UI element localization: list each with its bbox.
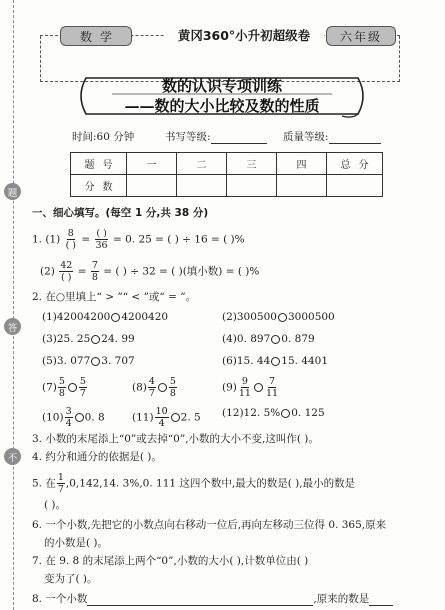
question-7-line-2: 变为了( )。 (44, 573, 98, 585)
fraction-numerator: 5 (79, 376, 86, 387)
fraction-denominator[interactable]: ( ) (61, 272, 72, 283)
q2-right-value: 4200420 (121, 311, 169, 323)
q5-text: ,0,142,14. 3%,0. 111 这四个数中,最大的数是( ),最小的数是 (65, 477, 356, 490)
binding-mark: 不 (4, 448, 21, 465)
q1a-label: 1. (1) (32, 233, 61, 246)
q2-item-label: (9) (222, 381, 237, 394)
q2-left-value: (12)12. 5% (222, 407, 281, 419)
q2-left-value: (4)0. 897 (222, 333, 271, 345)
q2-right-value: 0. 125 (291, 407, 325, 419)
q2-left-value: (1)42004200 (42, 311, 111, 323)
binding-dashed-line (13, 0, 14, 610)
q2-item-label: (11) (132, 411, 154, 424)
fraction-denominator: 7 (148, 388, 155, 399)
q2-item (222, 310, 335, 324)
q8-prefix: 8. 一个小数 (32, 593, 88, 605)
fraction-denominator: 4 (158, 418, 165, 429)
q2-item-9 (222, 376, 280, 399)
q2-item-8 (132, 376, 178, 399)
q1a-fraction-1 (65, 228, 77, 251)
worksheet-header (40, 24, 400, 48)
fraction-numerator: 5 (58, 376, 65, 387)
q1b-fraction-2 (91, 260, 99, 283)
section-heading: 一、细心填写。(每空 1 分,共 38 分) (32, 207, 209, 219)
fraction-numerator: 7 (91, 260, 98, 271)
q1a-fraction-2 (95, 228, 109, 251)
fraction (169, 376, 177, 399)
fraction (65, 406, 73, 429)
q8-blank[interactable] (87, 594, 313, 606)
q1b-rest: = ( ) ÷ 32 = ( )(填小数) = ( )% (103, 265, 260, 278)
fraction-numerator: 7 (268, 376, 276, 387)
compare-circle[interactable] (91, 335, 100, 344)
compare-circle[interactable] (281, 409, 290, 418)
writing-grade (165, 129, 267, 144)
compare-circle[interactable] (91, 357, 100, 366)
q8-suffix: ,原来的数是 (313, 593, 370, 605)
fraction-numerator: 5 (169, 376, 176, 387)
q2-item (222, 332, 315, 346)
q2-item (42, 332, 135, 346)
question-2-stem: 2. 在○里填上“ > ”“ < ”或“ = ”。 (32, 291, 197, 303)
question-5-line-2: ( )。 (44, 499, 67, 511)
score-header-cell: 总分 (327, 153, 383, 175)
fraction-numerator: 42 (60, 260, 73, 271)
score-header-cell: 二 (177, 153, 227, 175)
equals-sign: = (81, 233, 91, 246)
quality-grade (283, 129, 381, 144)
writing-grade-label: 书写等级: (165, 131, 211, 143)
compare-circle[interactable] (158, 383, 167, 392)
q1b-fraction-1 (59, 260, 73, 283)
compare-circle[interactable] (68, 383, 77, 392)
q2-right-value: 3. 707 (101, 355, 135, 367)
score-cell[interactable] (127, 175, 177, 197)
fraction-denominator: 8 (58, 388, 65, 399)
q2-item-12 (222, 406, 325, 420)
score-header-cell: 题号 (71, 153, 127, 175)
q2-item-7 (42, 376, 88, 399)
compare-circle[interactable] (278, 313, 287, 322)
question-4: 4. 约分和通分的依据是( )。 (32, 451, 162, 463)
q2-left-value: (5)3. 077 (42, 355, 91, 367)
q2-item-11 (132, 406, 201, 429)
q2-item-label: (8) (132, 381, 147, 394)
score-table-header-row (71, 153, 383, 175)
q5-prefix: 5. 在 (32, 477, 56, 490)
score-header-cell: 三 (227, 153, 277, 175)
score-table (70, 152, 383, 197)
q2-right-value: 24. 99 (101, 333, 135, 345)
grade-label: 六年级 (326, 26, 396, 46)
compare-circle[interactable] (171, 413, 180, 422)
q2-right-value: 3000500 (287, 311, 335, 323)
time-label: 时间:60 分钟 (72, 131, 135, 143)
fraction-denominator: 8 (91, 272, 98, 283)
subject-label: 数学 (60, 26, 132, 46)
fraction-denominator: 8 (169, 388, 176, 399)
fraction-denominator[interactable]: ( ) (65, 240, 77, 251)
score-cell[interactable] (177, 175, 227, 197)
q2-item (42, 354, 135, 368)
score-cell[interactable] (327, 175, 383, 197)
compare-circle[interactable] (271, 357, 280, 366)
score-cell[interactable] (277, 175, 327, 197)
quality-grade-label: 质量等级: (283, 131, 329, 143)
compare-circle[interactable] (111, 313, 120, 322)
title-line-2: ——数的大小比较及数的性质 (124, 97, 320, 115)
fraction-denominator: 4 (65, 418, 72, 429)
fraction-numerator: 3 (65, 406, 72, 417)
fraction-numerator: 9 (241, 376, 248, 387)
q1a-rest: = 0. 25 = ( ) ÷ 16 = ( )% (112, 233, 245, 246)
question-6-line-2: 的小数是( )。 (44, 537, 109, 549)
q8-blank[interactable] (369, 594, 393, 606)
q1b-label: (2) (40, 265, 55, 278)
q5-fraction (57, 472, 65, 495)
fraction-numerator: 1 (57, 472, 64, 483)
q2-right-value: 0. 879 (281, 333, 315, 345)
q2-item (42, 310, 168, 324)
q2-right-value: 0. 8 (84, 411, 105, 424)
score-cell[interactable] (227, 175, 277, 197)
score-header-cell: 一 (127, 153, 177, 175)
fraction (79, 376, 87, 399)
score-header-cell: 四 (277, 153, 327, 175)
fraction (148, 376, 156, 399)
equals-sign: = (77, 265, 87, 278)
question-6-line-1: 6. 一个小数,先把它的小数点向右移动一位后,再向左移动三位得 0. 365,原来 (32, 519, 387, 531)
fraction-denominator: 7 (79, 388, 86, 399)
q2-item (222, 354, 328, 368)
fraction-denominator: 7 (57, 484, 64, 495)
q2-item-10 (42, 406, 105, 429)
fraction-denominator: 11 (265, 388, 279, 399)
q2-left-value: (6)15. 44 (222, 355, 271, 367)
question-3: 3. 小数的末尾添上“0”或去掉“0”,小数的大小不变,这叫作( )。 (32, 433, 319, 445)
q2-left-value: (2)300500 (222, 311, 277, 323)
quality-grade-blank (329, 133, 381, 144)
fraction-numerator: 10 (155, 406, 168, 417)
title-line-1: 数的认识专项训练 (161, 77, 282, 95)
question-7-line-1: 7. 在 9. 8 的末尾添上两个“0”,小数的大小( ),计数单位由( ) (32, 555, 309, 567)
question-8 (32, 592, 393, 606)
fraction-numerator: 4 (148, 376, 155, 387)
q2-left-value: (3)25. 25 (42, 333, 91, 345)
fraction (238, 376, 252, 399)
fraction-denominator: 11 (238, 388, 251, 399)
writing-grade-blank (211, 133, 267, 144)
fraction-numerator: 8 (67, 228, 74, 239)
question-5-line-1 (32, 472, 355, 495)
series-title: 黄冈360°小升初超级卷 (164, 27, 324, 45)
fraction (58, 376, 66, 399)
q2-right-value: 15. 4401 (281, 355, 329, 367)
score-table-score-row (71, 175, 383, 197)
compare-circle[interactable] (254, 383, 263, 392)
q2-right-value: 2. 5 (180, 411, 201, 424)
q2-item-label: (7) (42, 381, 57, 394)
q2-item-label: (10) (42, 411, 64, 424)
question-1-part-1 (32, 228, 245, 251)
fraction (265, 376, 279, 399)
binding-mark: 题 (4, 183, 21, 200)
question-1-part-2 (40, 260, 259, 283)
score-row-label: 分数 (71, 175, 127, 197)
fraction-denominator: 36 (95, 240, 108, 251)
compare-circle[interactable] (75, 413, 84, 422)
fraction (155, 406, 169, 429)
title-banner (72, 72, 372, 120)
binding-mark: 答 (4, 318, 21, 335)
fraction-numerator[interactable]: ( ) (96, 228, 107, 239)
compare-circle[interactable] (271, 335, 280, 344)
